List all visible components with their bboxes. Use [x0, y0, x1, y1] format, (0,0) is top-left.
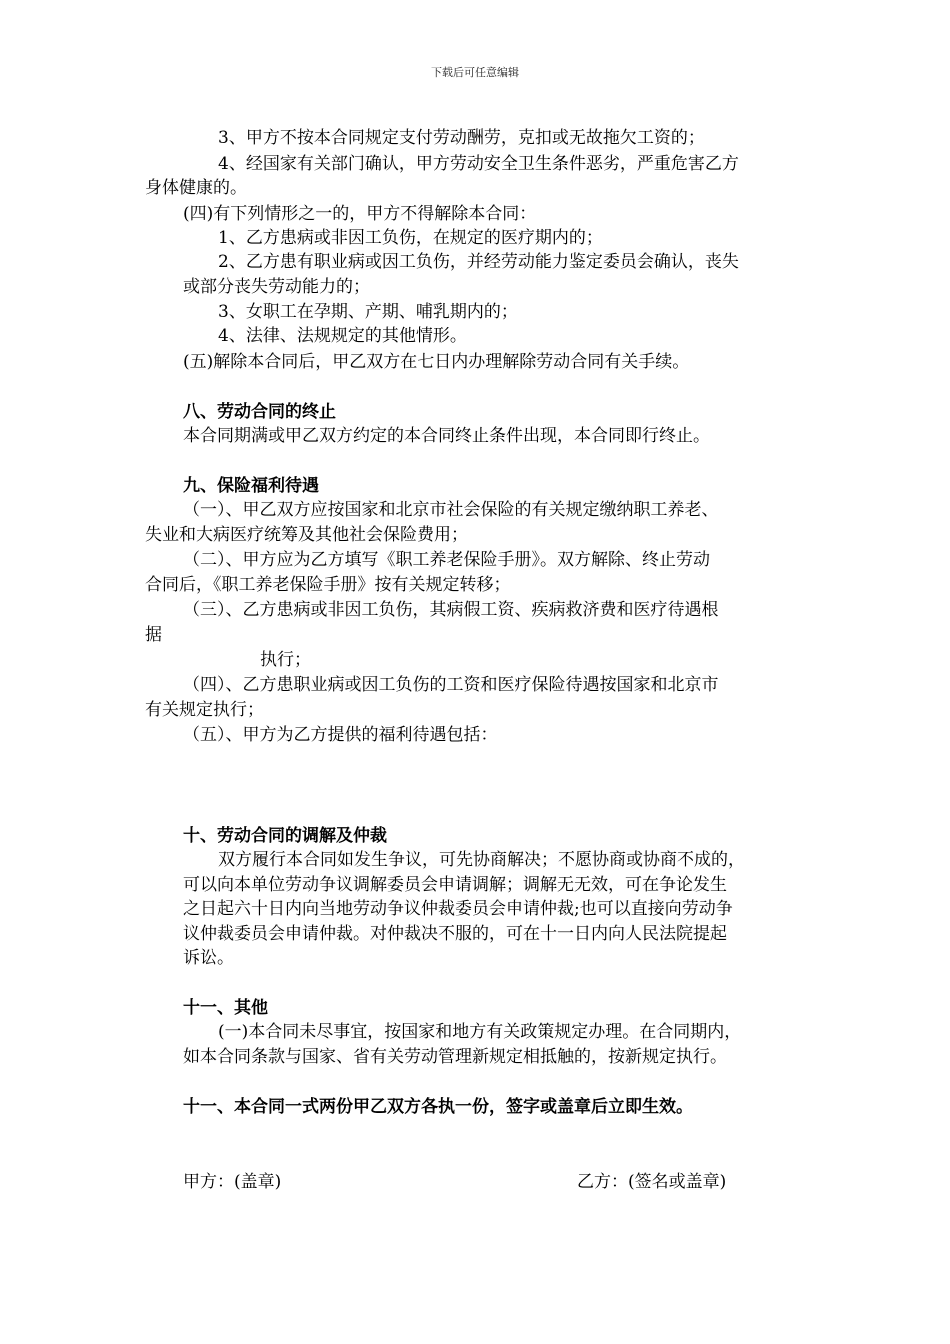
text-line: 2、乙方患有职业病或因工负伤，并经劳动能力鉴定委员会确认，丧失	[218, 252, 739, 272]
text-line: 议仲裁委员会申请仲裁。对仲裁决不服的，可在十一日内向人民法院提起	[183, 924, 727, 944]
text-line: 失业和大病医疗统筹及其他社会保险费用；	[145, 525, 468, 545]
text-line: （二）、甲方应为乙方填写《职工养老保险手册》。双方解除、终止劳动	[183, 550, 710, 570]
section-heading: 八、劳动合同的终止	[183, 402, 336, 422]
text-line: 执行；	[260, 650, 311, 670]
section-heading: 九、保险福利待遇	[183, 476, 319, 496]
text-line: (四)有下列情形之一的，甲方不得解除本合同：	[183, 204, 537, 224]
text-line: (一)本合同未尽事宜，按国家和地方有关政策规定办理。在合同期内，	[218, 1022, 742, 1042]
text-line: 据	[145, 625, 162, 645]
text-line: 之日起六十日内向当地劳动争议仲裁委员会申请仲裁;也可以直接向劳动争	[183, 899, 733, 919]
text-line: （四）、乙方患职业病或因工负伤的工资和医疗保险待遇按国家和北京市	[183, 675, 719, 695]
section-heading: 十、劳动合同的调解及仲裁	[183, 826, 387, 846]
text-line: (五)解除本合同后，甲乙双方在七日内办理解除劳动合同有关手续。	[183, 352, 690, 372]
text-line: 或部分丧失劳动能力的；	[183, 277, 370, 297]
text-line: 有关规定执行；	[145, 700, 264, 720]
page-header: 下载后可任意编辑	[431, 66, 519, 79]
text-line: 3、女职工在孕期、产期、哺乳期内的；	[218, 302, 518, 322]
text-line: （一）、甲乙双方应按国家和北京市社会保险的有关规定缴纳职工养老、	[183, 500, 719, 520]
text-line: 可以向本单位劳动争议调解委员会申请调解；调解无无效，可在争论发生	[183, 875, 727, 895]
text-line: 身体健康的。	[145, 178, 247, 198]
text-line: 1、乙方患病或非因工负伤，在规定的医疗期内的；	[218, 228, 603, 248]
text-line: 诉讼。	[183, 948, 234, 968]
text-line: （五）、甲方为乙方提供的福利待遇包括：	[183, 725, 498, 745]
party-b-signature: 乙方：(签名或盖章)	[577, 1172, 727, 1192]
text-line: 如本合同条款与国家、省有关劳动管理新规定相抵触的，按新规定执行。	[183, 1047, 727, 1067]
text-line: 4、法律、法规规定的其他情形。	[218, 326, 467, 346]
text-line: 3、甲方不按本合同规定支付劳动酬劳，克扣或无故拖欠工资的；	[218, 128, 705, 148]
party-a-signature: 甲方：(盖章)	[183, 1172, 282, 1192]
text-line: 4、经国家有关部门确认，甲方劳动安全卫生条件恶劣，严重危害乙方	[218, 154, 739, 174]
text-line: 双方履行本合同如发生争议，可先协商解决；不愿协商或协商不成的，	[218, 850, 745, 870]
section-heading: 十一、本合同一式两份甲乙双方各执一份，签字或盖章后立即生效。	[183, 1097, 693, 1117]
text-line: 合同后，《职工养老保险手册》按有关规定转移；	[145, 575, 511, 595]
text-line: （三）、乙方患病或非因工负伤，其病假工资、疾病救济费和医疗待遇根	[183, 600, 719, 620]
text-line: 本合同期满或甲乙双方约定的本合同终止条件出现，本合同即行终止。	[183, 426, 710, 446]
section-heading: 十一、其他	[183, 998, 268, 1018]
